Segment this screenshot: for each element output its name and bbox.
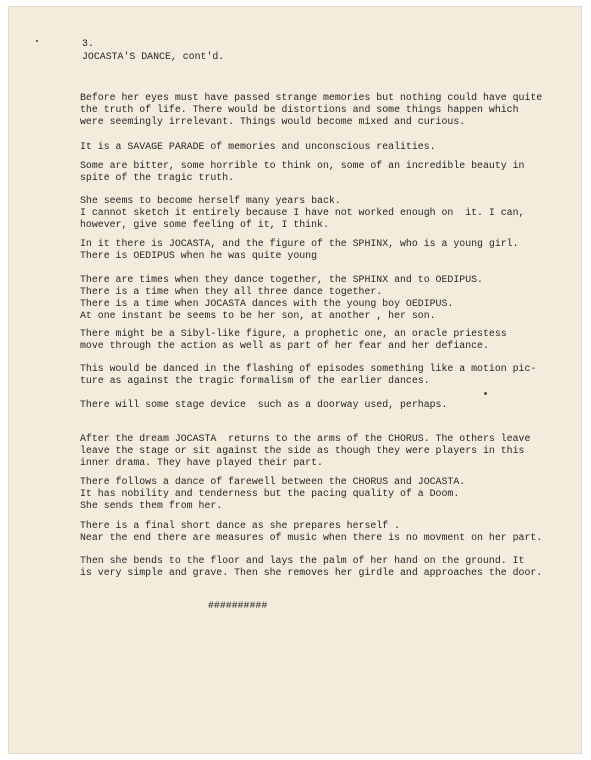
text-line: After the dream JOCASTA returns to the arms of the CHORUS. The others leave (80, 433, 531, 444)
text-line: is very simple and grave. Then she removes her girdle and approaches the door. (80, 567, 543, 578)
text-line: There is OEDIPUS when he was quite young (80, 250, 318, 261)
text-line: There might be a Sibyl-like figure, a prophetic one, an oracle priestess (80, 328, 507, 339)
text-line: Near the end there are measures of music when there is no movment on her part. (80, 532, 543, 543)
text-line: leave the stage or sit against the side as though they were players in this (80, 445, 525, 456)
paper-speck (484, 392, 487, 395)
text-line: At one instant be seems to be her son, at another , her son. (80, 310, 436, 321)
text-line: It has nobility and tenderness but the pacing quality of a Doom. (80, 488, 460, 499)
text-line: however, give some feeling of it, I think. (80, 219, 329, 230)
paper-speck (36, 40, 38, 42)
text-line: spite of the tragic truth. (80, 172, 235, 183)
text-line: There is a time when they all three dance together. (80, 286, 383, 297)
text-line: ture as against the tragic formalism of the earlier dances. (80, 375, 430, 386)
text-line: She sends them from her. (80, 500, 223, 511)
text-line: I cannot sketch it entirely because I have not worked enough on it. I can, (80, 207, 525, 218)
text-line: Before her eyes must have passed strange memories but nothing could have quite (80, 92, 543, 103)
text-line: Then she bends to the floor and lays the palm of her hand on the ground. It (80, 555, 525, 566)
text-line: the truth of life. There would be distortions and some things happen which (80, 104, 519, 115)
text-line: There is a time when JOCASTA dances with the young boy OEDIPUS. (80, 298, 454, 309)
text-line: There will some stage device such as a doorway used, perhaps. (80, 399, 448, 410)
text-line: There follows a dance of farewell between the CHORUS and JOCASTA. (80, 476, 466, 487)
text-line: In it there is JOCASTA, and the figure of the SPHINX, who is a young girl. (80, 238, 519, 249)
end-mark: ########## (208, 600, 268, 611)
text-line: She seems to become herself many years back. (80, 195, 341, 206)
text-line: There are times when they dance together, the SPHINX and to OEDIPUS. (80, 274, 483, 285)
page-number: 3. (82, 38, 94, 49)
text-line: inner drama. They have played their part. (80, 457, 323, 468)
text-line: Some are bitter, some horrible to think on, some of an incredible beauty in (80, 160, 525, 171)
text-line: This would be danced in the flashing of episodes something like a motion pic- (80, 363, 537, 374)
text-line: were seemingly irrelevant. Things would become mixed and curious. (80, 116, 466, 127)
running-title: JOCASTA'S DANCE, cont'd. (82, 51, 225, 62)
text-line: It is a SAVAGE PARADE of memories and unconscious realities. (80, 141, 436, 152)
text-line: move through the action as well as part of her fear and her defiance. (80, 340, 489, 351)
text-line: There is a final short dance as she prepares herself . (80, 520, 401, 531)
